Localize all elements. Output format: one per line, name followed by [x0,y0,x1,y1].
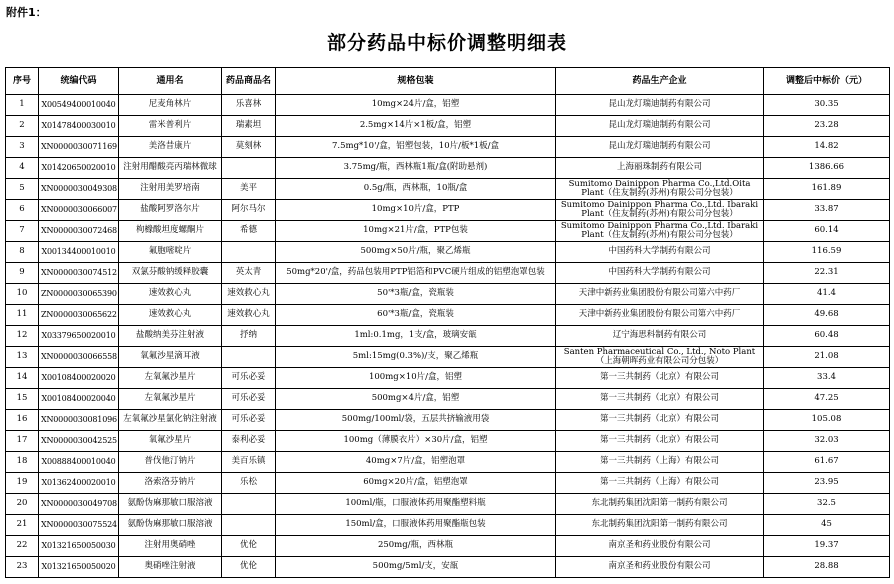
header-code: 统编代码 [39,68,119,95]
page-title: 部分药品中标价调整明细表 [326,32,567,54]
table-row [6,494,890,515]
header-price: 调整后中标价（元） [764,68,890,95]
table-row [6,305,890,326]
cell-price: 22.31 [764,263,890,284]
cell-brand-name: 英太青 [222,263,276,284]
cell-brand-name: 抒纳 [222,326,276,347]
cell-index: 8 [6,242,39,263]
cell-spec: 50mg*20'/盒，药品包装用PTP铝箔和PVC硬片组成的铝塑泡罩包装 [276,263,556,284]
table-row [6,536,890,557]
cell-price: 60.48 [764,326,890,347]
cell-index: 12 [6,326,39,347]
cell-index: 22 [6,536,39,557]
cell-spec: 1ml:0.1mg，1支/盒，玻璃安瓿 [276,326,556,347]
cell-spec: 150ml/盒，口服液体药用聚酯瓶包装 [276,515,556,536]
cell-code: X01321650050020 [39,557,119,578]
cell-brand-name [222,158,276,179]
cell-index: 5 [6,179,39,200]
table-row [6,473,890,494]
cell-spec: 100ml/瓶，口服液体药用聚酯塑料瓶 [276,494,556,515]
cell-code: X03379650020010 [39,326,119,347]
table-row [6,116,890,137]
cell-price: 33.4 [764,368,890,389]
cell-price: 45 [764,515,890,536]
cell-brand-name [222,347,276,368]
table-row [6,179,890,200]
cell-index: 19 [6,473,39,494]
cell-generic-name: 注射用醋酸亮丙瑞林微球 [119,158,222,179]
cell-generic-name: 速效救心丸 [119,305,222,326]
cell-code: ZN0000030065622 [39,305,119,326]
cell-price: 21.08 [764,347,890,368]
table-row [6,137,890,158]
cell-generic-name: 枸橼酸坦度螺酮片 [119,221,222,242]
cell-manufacturer: 第一三共制药（北京）有限公司 [556,410,764,431]
cell-price: 116.59 [764,242,890,263]
cell-index: 2 [6,116,39,137]
cell-generic-name: 左氧氟沙星片 [119,368,222,389]
cell-price: 23.28 [764,116,890,137]
cell-index: 23 [6,557,39,578]
cell-spec: 10mg×10片/盒，PTP [276,200,556,221]
cell-price: 30.35 [764,95,890,116]
table-row [6,368,890,389]
cell-brand-name: 瑞素坦 [222,116,276,137]
cell-generic-name: 氧氟沙星片 [119,431,222,452]
cell-spec: 7.5mg*10'/盒，铝塑包装，10片/板*1板/盒 [276,137,556,158]
table-row [6,95,890,116]
cell-brand-name [222,494,276,515]
cell-code: XN0000030075524 [39,515,119,536]
cell-manufacturer: 昆山龙灯瑞迪制药有限公司 [556,137,764,158]
cell-code: XN0000030066007 [39,200,119,221]
cell-index: 11 [6,305,39,326]
table-row [6,200,890,221]
cell-spec: 100mg（薄膜衣片）×30片/盒，铝塑 [276,431,556,452]
table-row [6,515,890,536]
cell-index: 4 [6,158,39,179]
cell-price: 49.68 [764,305,890,326]
cell-brand-name: 可乐必妥 [222,410,276,431]
cell-code: X00888400010040 [39,452,119,473]
cell-code: X00134400010010 [39,242,119,263]
cell-generic-name: 奥硝唑注射液 [119,557,222,578]
cell-generic-name: 雷米普利片 [119,116,222,137]
cell-price: 41.4 [764,284,890,305]
cell-manufacturer: Sumitomo Dainippon Pharma Co.,Ltd. Ibaraki Plant（住友制药(苏州)有限公司分包装） [556,221,764,242]
cell-generic-name: 氨酚伪麻那敏口服溶液 [119,494,222,515]
cell-code: XN0000030066558 [39,347,119,368]
cell-generic-name: 洛索洛芬钠片 [119,473,222,494]
cell-price: 47.25 [764,389,890,410]
table-row [6,347,890,368]
cell-manufacturer: 东北制药集团沈阳第一制药有限公司 [556,494,764,515]
cell-index: 14 [6,368,39,389]
cell-price: 1386.66 [764,158,890,179]
table-row [6,431,890,452]
cell-spec: 10mg×21片/盒，PTP包装 [276,221,556,242]
cell-brand-name: 速效救心丸 [222,284,276,305]
cell-spec: 0.5g/瓶，西林瓶，10瓶/盒 [276,179,556,200]
table-row [6,284,890,305]
cell-generic-name: 注射用奥硝唑 [119,536,222,557]
cell-manufacturer: 昆山龙灯瑞迪制药有限公司 [556,116,764,137]
table-row [6,263,890,284]
cell-manufacturer: 南京圣和药业股份有限公司 [556,557,764,578]
cell-brand-name: 泰利必妥 [222,431,276,452]
header-manufacturer: 药品生产企业 [556,68,764,95]
cell-code: X01478400030010 [39,116,119,137]
cell-brand-name: 优伦 [222,557,276,578]
table-row [6,221,890,242]
cell-code: X01420650020010 [39,158,119,179]
cell-spec: 500mg/5ml/支，安瓿 [276,557,556,578]
cell-manufacturer: 昆山龙灯瑞迪制药有限公司 [556,95,764,116]
cell-price: 19.37 [764,536,890,557]
cell-code: XN0000030049308 [39,179,119,200]
cell-spec: 40mg×7片/盒，铝塑泡罩 [276,452,556,473]
cell-manufacturer: 南京圣和药业股份有限公司 [556,536,764,557]
table-row [6,389,890,410]
cell-code: XN0000030042525 [39,431,119,452]
cell-index: 16 [6,410,39,431]
cell-index: 6 [6,200,39,221]
cell-brand-name: 希德 [222,221,276,242]
cell-index: 9 [6,263,39,284]
cell-manufacturer: 第一三共制药（北京）有限公司 [556,368,764,389]
cell-generic-name: 双氯芬酸钠缓释胶囊 [119,263,222,284]
cell-code: X01362400020010 [39,473,119,494]
cell-index: 13 [6,347,39,368]
cell-generic-name: 尼麦角林片 [119,95,222,116]
cell-price: 105.08 [764,410,890,431]
cell-price: 61.67 [764,452,890,473]
cell-spec: 250mg/瓶，西林瓶 [276,536,556,557]
cell-brand-name: 速效救心丸 [222,305,276,326]
cell-index: 17 [6,431,39,452]
cell-spec: 3.75mg/瓶，西林瓶1瓶/盒(附助悬剂) [276,158,556,179]
cell-manufacturer: 中国药科大学制药有限公司 [556,263,764,284]
cell-generic-name: 盐酸阿罗洛尔片 [119,200,222,221]
cell-generic-name: 氟胞嘧啶片 [119,242,222,263]
cell-index: 20 [6,494,39,515]
cell-index: 1 [6,95,39,116]
cell-spec: 500mg/100ml/袋，五层共挤输液用袋 [276,410,556,431]
price-adjustment-table [5,67,890,578]
cell-brand-name: 乐喜林 [222,95,276,116]
cell-price: 14.82 [764,137,890,158]
cell-price: 32.5 [764,494,890,515]
cell-index: 7 [6,221,39,242]
cell-spec: 60'*3瓶/盒，瓷瓶装 [276,305,556,326]
table-row [6,242,890,263]
cell-manufacturer: Sumitomo Dainippon Pharma Co.,Ltd. Ibaraki Plant（住友制药(苏州)有限公司分包装） [556,200,764,221]
cell-spec: 60mg×20片/盒，铝塑泡罩 [276,473,556,494]
cell-generic-name: 氨酚伪麻那敏口服溶液 [119,515,222,536]
table-row [6,452,890,473]
cell-manufacturer: 东北制药集团沈阳第一制药有限公司 [556,515,764,536]
cell-spec: 5ml:15mg(0.3%)/支，聚乙烯瓶 [276,347,556,368]
cell-index: 18 [6,452,39,473]
cell-manufacturer: 第一三共制药（上海）有限公司 [556,452,764,473]
cell-generic-name: 氧氟沙星滴耳液 [119,347,222,368]
cell-price: 23.95 [764,473,890,494]
cell-code: ZN0000030065390 [39,284,119,305]
cell-manufacturer: 天津中新药业集团股份有限公司第六中药厂 [556,284,764,305]
cell-brand-name: 美百乐镇 [222,452,276,473]
cell-generic-name: 美洛昔康片 [119,137,222,158]
cell-manufacturer: 辽宁海思科制药有限公司 [556,326,764,347]
cell-generic-name: 普伐他汀钠片 [119,452,222,473]
table-row [6,410,890,431]
cell-spec: 500mg×4片/盒，铝塑 [276,389,556,410]
cell-code: XN0000030081096 [39,410,119,431]
cell-code: X00108400020040 [39,389,119,410]
cell-code: XN0000030071169 [39,137,119,158]
table-header-row [6,68,890,95]
cell-generic-name: 注射用美罗培南 [119,179,222,200]
cell-generic-name: 速效救心丸 [119,284,222,305]
cell-brand-name [222,515,276,536]
cell-brand-name: 美平 [222,179,276,200]
table-row [6,158,890,179]
cell-manufacturer: 中国药科大学制药有限公司 [556,242,764,263]
cell-index: 15 [6,389,39,410]
cell-price: 33.87 [764,200,890,221]
cell-spec: 2.5mg×14片×1板/盒，铝塑 [276,116,556,137]
cell-manufacturer: 第一三共制药（北京）有限公司 [556,389,764,410]
table-row [6,557,890,578]
cell-manufacturer: Santen Pharmaceutical Co., Ltd., Noto Plant（上海朝晖药业有限公司分包装） [556,347,764,368]
cell-price: 32.03 [764,431,890,452]
cell-brand-name: 莫刻林 [222,137,276,158]
header-generic-name: 通用名 [119,68,222,95]
cell-code: XN0000030074512 [39,263,119,284]
cell-code: X00549400010040 [39,95,119,116]
table-row [6,326,890,347]
cell-generic-name: 左氧氟沙星氯化钠注射液 [119,410,222,431]
cell-manufacturer: 上海丽珠制药有限公司 [556,158,764,179]
cell-brand-name: 优伦 [222,536,276,557]
cell-spec: 500mg×50片/瓶，聚乙烯瓶 [276,242,556,263]
cell-code: X00108400020020 [39,368,119,389]
cell-index: 21 [6,515,39,536]
cell-brand-name: 可乐必妥 [222,389,276,410]
cell-brand-name: 乐松 [222,473,276,494]
cell-price: 60.14 [764,221,890,242]
cell-price: 28.88 [764,557,890,578]
cell-spec: 10mg×24片/盒，铝塑 [276,95,556,116]
header-index: 序号 [6,68,39,95]
cell-index: 10 [6,284,39,305]
cell-spec: 100mg×10片/盒，铝塑 [276,368,556,389]
attachment-label: 附件1： [6,6,47,19]
cell-manufacturer: Sumitomo Dainippon Pharma Co.,Ltd.Oita Plant（住友制药(苏州)有限公司分包装） [556,179,764,200]
cell-code: XN0000030072468 [39,221,119,242]
cell-code: XN0000030049708 [39,494,119,515]
cell-spec: 50'*3瓶/盒，瓷瓶装 [276,284,556,305]
cell-manufacturer: 第一三共制药（上海）有限公司 [556,473,764,494]
header-spec: 规格包装 [276,68,556,95]
cell-manufacturer: 天津中新药业集团股份有限公司第六中药厂 [556,305,764,326]
cell-generic-name: 盐酸纳美芬注射液 [119,326,222,347]
cell-brand-name: 可乐必妥 [222,368,276,389]
cell-code: X01321650050030 [39,536,119,557]
cell-brand-name [222,242,276,263]
cell-price: 161.89 [764,179,890,200]
cell-index: 3 [6,137,39,158]
header-brand-name: 药品商品名 [222,68,276,95]
cell-generic-name: 左氧氟沙星片 [119,389,222,410]
cell-manufacturer: 第一三共制药（北京）有限公司 [556,431,764,452]
cell-brand-name: 阿尔马尔 [222,200,276,221]
